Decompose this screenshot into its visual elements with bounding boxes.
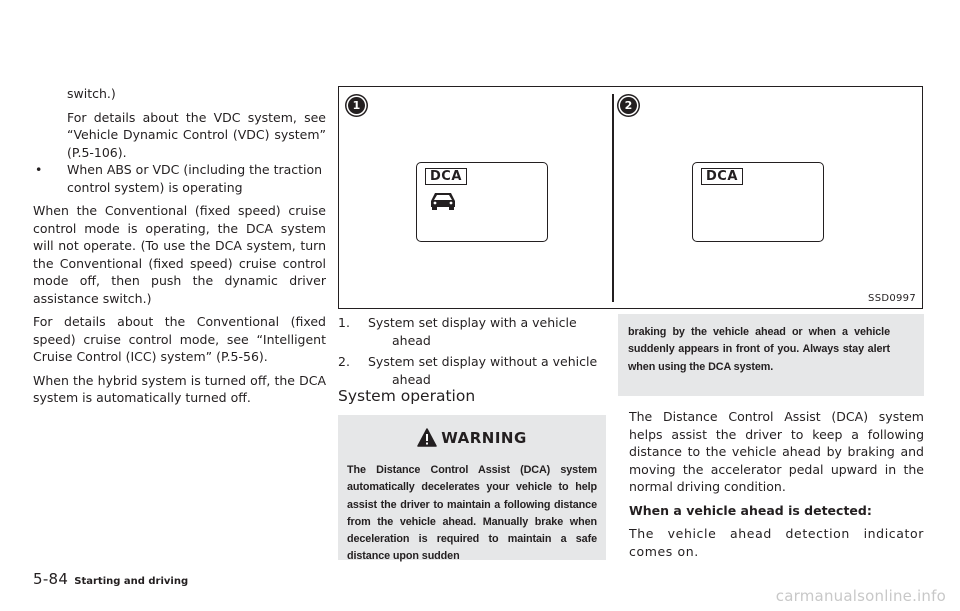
legend-text: System set display without a vehicle ahead <box>368 354 598 387</box>
paragraph-indicator: The vehicle ahead detection indicator comes on. <box>629 526 924 559</box>
legend-item <box>338 314 606 349</box>
display-with-vehicle <box>416 162 548 242</box>
figure-label-2: 2 <box>620 97 637 114</box>
warning-continuation-text: braking by the vehicle ahead or when a vehicle suddenly appears in front of you. Always stay alert when using the DCA system. <box>628 326 890 373</box>
display-without-vehicle <box>692 162 824 242</box>
figure-divider <box>612 94 614 302</box>
vehicle-ahead-icon <box>428 190 458 210</box>
legend-text: System set display with a vehicle ahead <box>368 315 577 348</box>
paragraph-dca-description: The Distance Control Assist (DCA) system helps assist the driver to keep a following distance to the vehicle ahead by braking and moving the accelerator pedal upward in the normal driving condition. <box>629 409 924 494</box>
figure-code: SSD0997 <box>868 293 916 304</box>
figure-label-1: 1 <box>348 97 365 114</box>
paragraph-hybrid-off: When the hybrid system is turned off, the DCA system is automatically turned off. <box>33 372 326 405</box>
dca-indicator: DCA <box>425 168 467 185</box>
dca-display-figure <box>338 86 923 309</box>
warning-box <box>338 415 606 563</box>
legend-item <box>338 353 606 388</box>
bullet-item <box>33 161 326 196</box>
dca-indicator: DCA <box>701 168 743 185</box>
warning-heading-text: WARNING <box>441 429 527 447</box>
left-column <box>33 85 326 407</box>
legend-number: 2. <box>338 354 350 369</box>
vdc-reference: For details about the VDC system, see “Vehicle Dynamic Control (VDC) system” (P.5-106). <box>67 109 326 160</box>
warning-icon <box>417 428 437 447</box>
warning-continuation-box <box>618 314 924 396</box>
legend-number: 1. <box>338 315 350 330</box>
paragraph-conventional-mode: When the Conventional (fixed speed) cruise control mode is operating, the DCA system will not operate. (To use the DCA system, turn the Conventional (fixed speed) cruise control mode off, then push the dynamic driver assistance switch.) <box>33 203 326 306</box>
page-number: 5-84 <box>33 570 69 588</box>
page-footer <box>33 571 188 591</box>
warning-text: The Distance Control Assist (DCA) system automatically decelerates your vehicle to help assist the driver to maintain a following distance from the vehicle ahead. Manually brake when deceleration is required to maintain a safe distance upon sudden <box>347 464 597 563</box>
continuation-text: switch.) <box>67 86 116 101</box>
bullet-text: When ABS or VDC (including the traction control system) is operating <box>67 162 323 195</box>
section-title: System operation <box>338 387 476 405</box>
paragraph-cruise-reference: For details about the Conventional (fixed speed) cruise control mode, see “Intelligent Cruise Control (ICC) system” (P.5-56). <box>33 314 326 364</box>
footer-section-label: Starting and driving <box>74 576 189 587</box>
subheading-vehicle-detected: When a vehicle ahead is detected: <box>629 502 872 518</box>
warning-heading <box>338 427 606 449</box>
right-column <box>629 408 924 560</box>
figure-legend <box>338 314 606 388</box>
bullet-icon: • <box>35 162 43 177</box>
watermark: carmanualsonline.info <box>775 587 946 605</box>
